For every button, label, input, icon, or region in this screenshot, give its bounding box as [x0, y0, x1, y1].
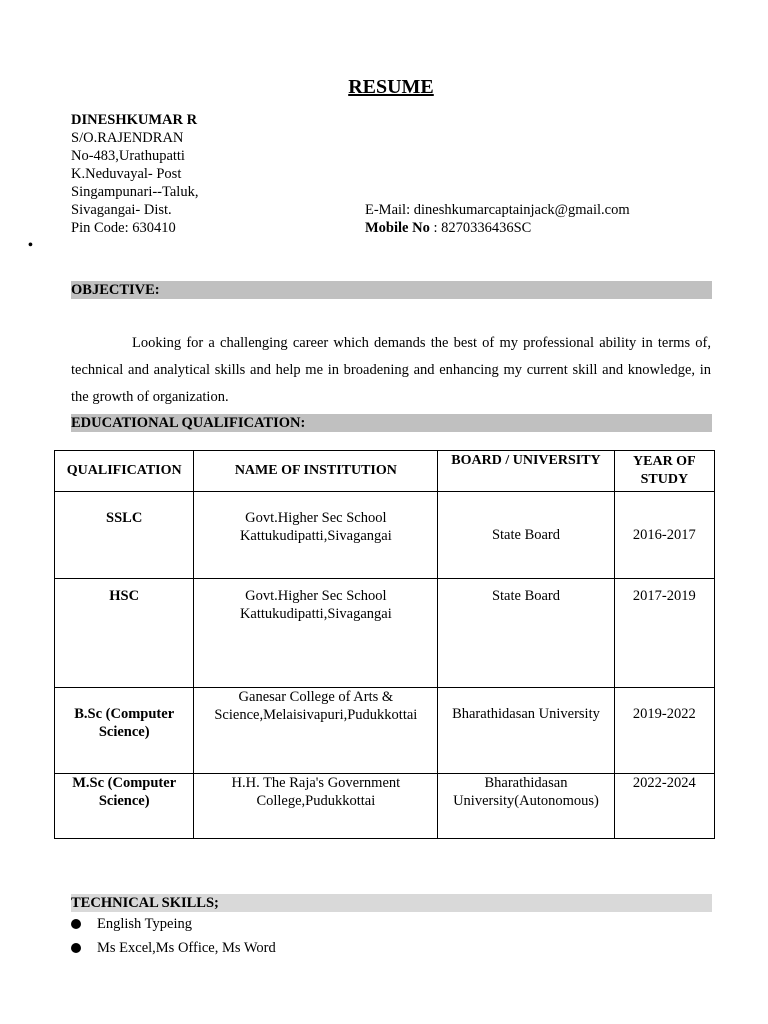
institution-cell: Govt.Higher Sec School Kattukudipatti,Sivagangai: [194, 492, 438, 579]
board-cell: Bharathidasan University(Autonomous): [438, 774, 614, 839]
address-line: No-483,Urathupatti: [71, 148, 185, 164]
bullet-icon: [71, 919, 81, 929]
institution-cell: Ganesar College of Arts & Science,Melaisivapuri,Pudukkottai: [194, 688, 438, 774]
board-cell: Bharathidasan University: [438, 688, 614, 774]
board-cell: State Board: [438, 579, 614, 688]
year-cell: 2019-2022: [614, 688, 714, 774]
bullet-icon: [71, 943, 81, 953]
skills-list: [71, 912, 276, 960]
list-item: [71, 936, 276, 960]
qualification-cell: M.Sc (Computer Science): [55, 774, 194, 839]
mobile-value: : 8270336436SC: [429, 220, 532, 236]
address-block: [71, 111, 198, 237]
table-row: [55, 492, 715, 579]
mobile-label: Mobile No: [365, 220, 430, 236]
address-line: Pin Code: 630410: [71, 220, 176, 236]
table-header-row: [55, 451, 715, 492]
address-line: Sivagangai- Dist.: [71, 202, 172, 218]
qualification-cell: SSLC: [55, 492, 194, 579]
contact-block: [365, 201, 630, 237]
column-header: NAME OF INSTITUTION: [194, 451, 438, 492]
institution-cell: Govt.Higher Sec School Kattukudipatti,Sivagangai: [194, 579, 438, 688]
list-item: [71, 912, 276, 936]
email-line: E-Mail: dineshkumarcaptainjack@gmail.com: [365, 202, 630, 218]
education-heading: EDUCATIONAL QUALIFICATION:: [71, 414, 712, 432]
education-table: [54, 450, 715, 839]
page-title: RESUME: [348, 76, 434, 98]
skills-heading: TECHNICAL SKILLS;: [71, 894, 712, 912]
skill-label: English Typeing: [97, 916, 192, 932]
address-line: Singampunari--Taluk,: [71, 184, 199, 200]
skill-label: Ms Excel,Ms Office, Ms Word: [97, 940, 276, 956]
address-line: K.Neduvayal- Post: [71, 166, 182, 182]
column-header: QUALIFICATION: [55, 451, 194, 492]
table-row: [55, 774, 715, 839]
year-cell: 2017-2019: [614, 579, 714, 688]
institution-cell: H.H. The Raja's Government College,Pudukkottai: [194, 774, 438, 839]
table-row: [55, 579, 715, 688]
qualification-cell: B.Sc (Computer Science): [55, 688, 194, 774]
stray-bullet: •: [28, 238, 33, 253]
objective-heading: OBJECTIVE:: [71, 281, 712, 299]
table-row: [55, 688, 715, 774]
qualification-cell: HSC: [55, 579, 194, 688]
column-header: BOARD / UNIVERSITY: [438, 451, 614, 492]
board-cell: State Board: [438, 492, 614, 579]
year-cell: 2016-2017: [614, 492, 714, 579]
mobile-line: [365, 219, 630, 237]
candidate-name: DINESHKUMAR R: [71, 112, 198, 128]
column-header: YEAR OF STUDY: [614, 451, 714, 492]
year-cell: 2022-2024: [614, 774, 714, 839]
objective-text: Looking for a challenging career which demands the best of my professional ability in terms of, technical and analytical skills and help me in broadening and enhancing my current skill and knowledge, in the growth of organization.: [71, 335, 711, 405]
address-line: S/O.RAJENDRAN: [71, 130, 184, 146]
